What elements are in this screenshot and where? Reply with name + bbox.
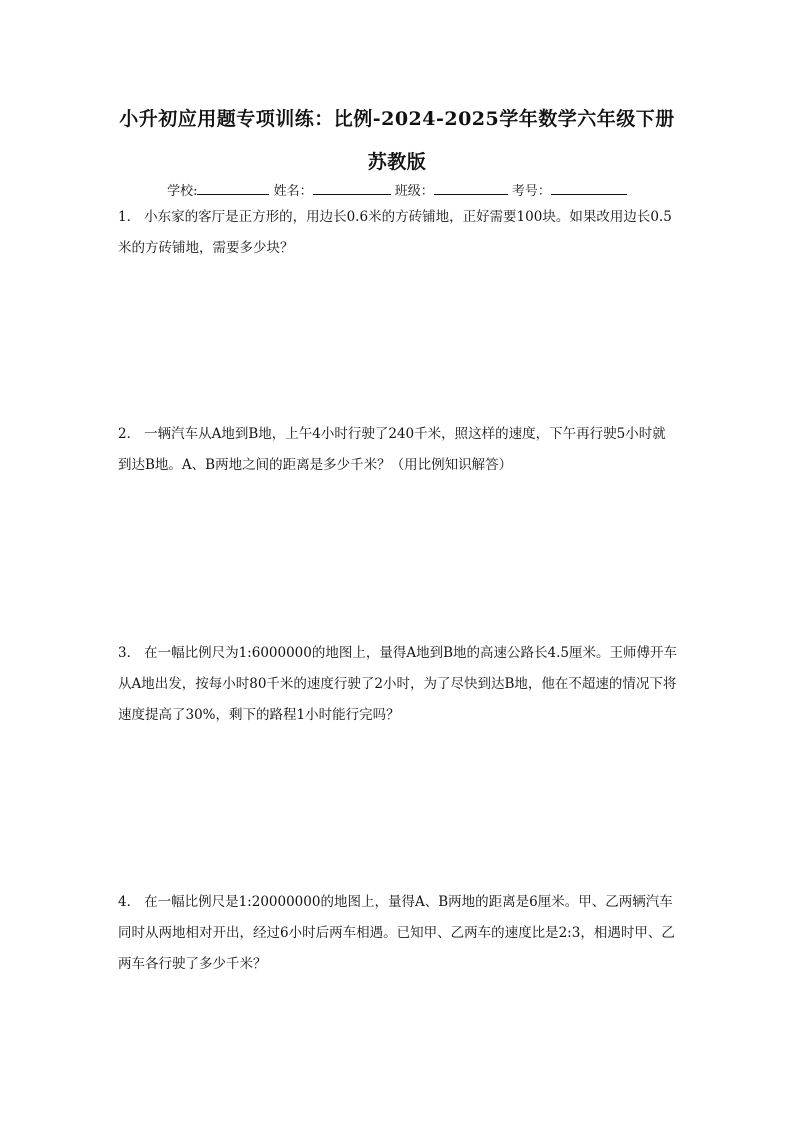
name-field: [274, 180, 391, 199]
question-3: [118, 638, 678, 731]
student-info-row: [0, 180, 794, 199]
question-text: 在一幅比例尺为1:6000000的地图上，量得A地到B地的高速公路长4.5厘米。王师傅开车从A地出发，按每小时80千米的速度行驶了2小时，为了尽快到达B地，他在不超速的情况下将速度提高了30%，剩下的路程1小时能行完吗？: [118, 645, 677, 723]
question-text: 小东家的客厅是正方形的，用边长0.6米的方砖铺地，正好需要100块。如果改用边长0.5米的方砖铺地，需要多少块？: [118, 209, 672, 256]
worksheet-title-line-1: 小升初应用题专项训练：比例-2024-2025学年数学六年级下册: [119, 108, 675, 130]
class-label: 班级：: [394, 184, 434, 199]
question-text: 在一幅比例尺是1:20000000的地图上，量得A、B两地的距离是6厘米。甲、乙两辆汽车同时从两地相对开出，经过6小时后两车相遇。已知甲、乙两车的速度比是2:3，相遇时甲、乙两车各行驶了多少千米？: [118, 894, 675, 972]
exam-number-blank[interactable]: [551, 182, 627, 195]
school-label: 学校:: [167, 184, 198, 199]
question-2: [118, 419, 678, 481]
school-blank[interactable]: [197, 182, 269, 195]
question-1: [118, 202, 678, 264]
class-field: [395, 180, 508, 199]
question-number: 1．: [118, 209, 141, 225]
exam-number-label: 考号：: [511, 184, 551, 199]
question-number: 2．: [118, 426, 141, 442]
exam-number-field: [512, 180, 627, 199]
question-4: [118, 887, 678, 980]
question-number: 3．: [118, 645, 141, 661]
class-blank[interactable]: [434, 182, 508, 195]
name-blank[interactable]: [313, 182, 391, 195]
school-field: [167, 180, 269, 199]
question-number: 4．: [118, 894, 141, 910]
name-label: 姓名：: [273, 184, 313, 199]
worksheet-title-line-2: 苏教版: [367, 151, 427, 173]
question-text: 一辆汽车从A地到B地，上午4小时行驶了240千米，照这样的速度，下午再行驶5小时就到达B地。A、B两地之间的距离是多少千米？（用比例知识解答）: [118, 426, 666, 473]
